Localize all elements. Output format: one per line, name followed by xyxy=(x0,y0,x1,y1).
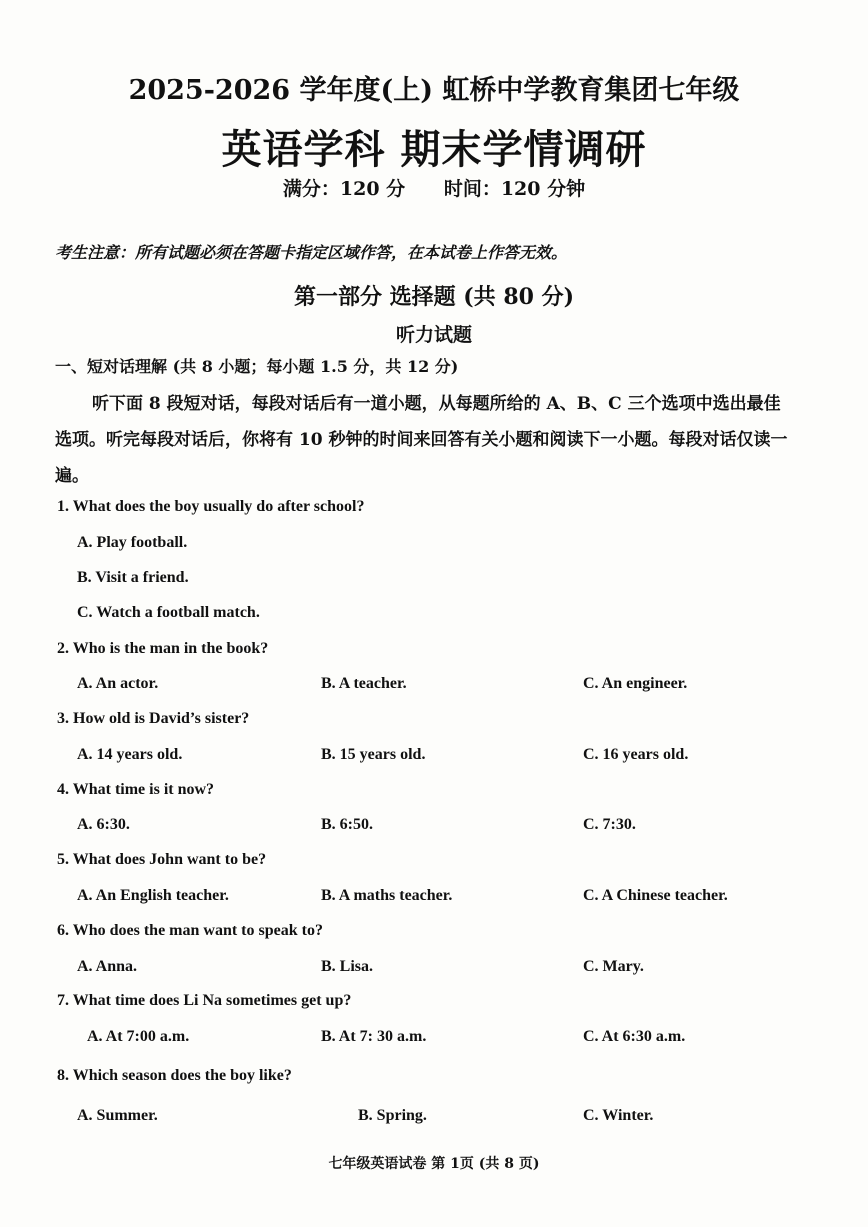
q1-option-a: A. Play football. xyxy=(77,534,188,551)
exam-title-line1: 2025-2026 学年度(上) 虹桥中学教育集团七年级 xyxy=(128,75,740,106)
q2-option-b: B. A teacher. xyxy=(321,675,407,692)
q6-option-a: A. Anna. xyxy=(77,958,138,975)
q4-option-a: A. 6:30. xyxy=(77,816,130,833)
q4-option-c: C. 7:30. xyxy=(583,816,636,833)
q7-option-a: A. At 7:00 a.m. xyxy=(87,1028,190,1045)
q7-option-b: B. At 7: 30 a.m. xyxy=(321,1028,427,1045)
q5-option-c: C. A Chinese teacher. xyxy=(583,887,728,904)
question-5: 5. What does John want to be? xyxy=(57,851,267,868)
exam-time: 时间：120 分钟 xyxy=(443,178,586,200)
section-title: 一、短对话理解 (共 8 小题；每小题 1.5 分，共 12 分) xyxy=(55,357,459,376)
q8-option-a: A. Summer. xyxy=(77,1107,158,1124)
q3-option-a: A. 14 years old. xyxy=(77,746,183,763)
q1-option-c: C. Watch a football match. xyxy=(77,604,260,621)
full-score: 满分：120 分 xyxy=(282,178,406,200)
q5-option-a: A. An English teacher. xyxy=(77,887,229,904)
q3-option-b: B. 15 years old. xyxy=(321,746,426,763)
q8-option-b: B. Spring. xyxy=(358,1107,427,1124)
question-1: 1. What does the boy usually do after school? xyxy=(57,498,365,515)
listening-title: 听力试题 xyxy=(395,324,472,346)
question-6: 6. Who does the man want to speak to? xyxy=(57,922,323,939)
q5-option-b: B. A maths teacher. xyxy=(321,887,453,904)
q6-option-b: B. Lisa. xyxy=(321,958,374,975)
q2-option-a: A. An actor. xyxy=(77,675,159,692)
q8-option-c: C. Winter. xyxy=(583,1107,654,1124)
question-3: 3. How old is David’s sister? xyxy=(57,710,250,727)
question-8: 8. Which season does the boy like? xyxy=(57,1067,292,1084)
exam-notice: 考生注意：所有试题必须在答题卡指定区域作答，在本试卷上作答无效。 xyxy=(55,243,568,262)
exam-meta xyxy=(0,174,868,201)
q6-option-c: C. Mary. xyxy=(583,958,644,975)
q4-option-b: B. 6:50. xyxy=(321,816,373,833)
part-title: 第一部分 选择题 (共 80 分) xyxy=(293,284,575,310)
q2-option-c: C. An engineer. xyxy=(583,675,688,692)
section-instructions: 听下面 8 段短对话，每段对话后有一道小题，从每题所给的 A、B、C 三个选项中选出最佳选项。听完每段对话后，你将有 10 秒钟的时间来回答有关小题和阅读下一小题。每段对话仅读一遍。 xyxy=(55,394,788,486)
page-footer: 七年级英语试卷 第 1页 (共 8 页) xyxy=(328,1156,540,1172)
exam-title-line2: 英语学科 期末学情调研 xyxy=(221,126,647,173)
q1-option-b: B. Visit a friend. xyxy=(77,569,189,586)
q3-option-c: C. 16 years old. xyxy=(583,746,689,763)
question-2: 2. Who is the man in the book? xyxy=(57,640,269,657)
question-7: 7. What time does Li Na sometimes get up? xyxy=(57,992,352,1009)
q7-option-c: C. At 6:30 a.m. xyxy=(583,1028,686,1045)
question-4: 4. What time is it now? xyxy=(57,781,215,798)
